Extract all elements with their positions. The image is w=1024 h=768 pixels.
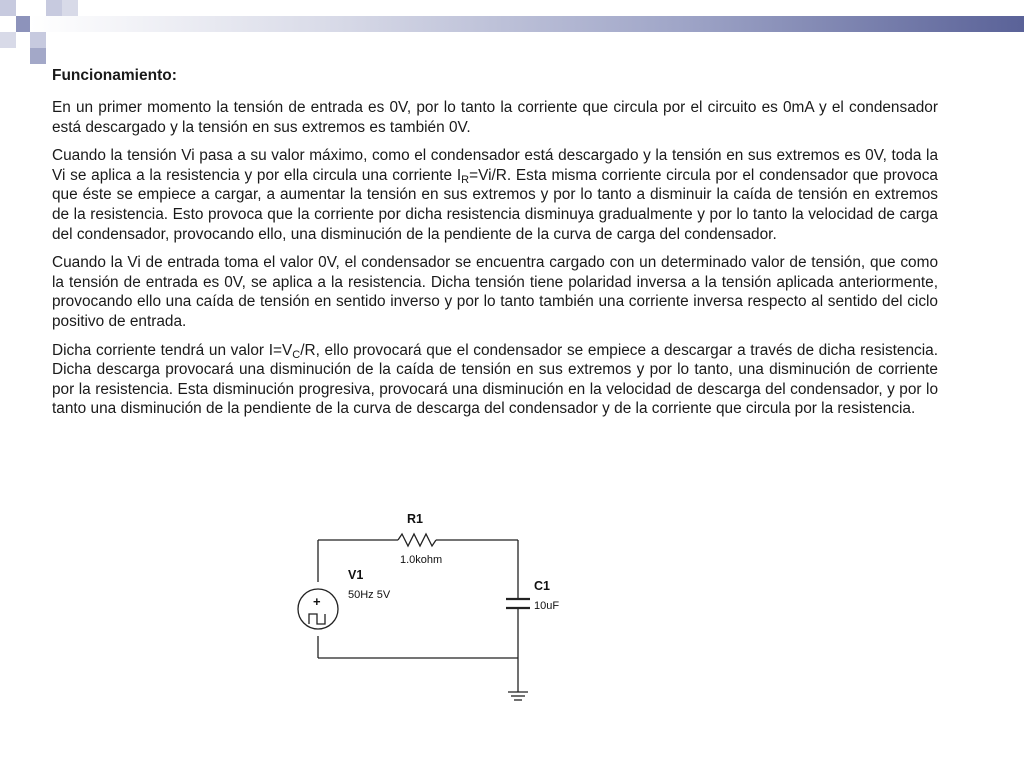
paragraph-2-text-b: =Vi/R. Esta misma corriente circula por el condensador que provoca que éste se empiece a cargar, a aumentar la tensión en sus extremos y por lo tanto a disminuir la caída de tensión en extremos de la resistencia. Esto provoca que la corriente por dicha resistencia disminuya gradualmente y por lo tanto la velocidad de carga del condensador, provocando ello, una disminución de la pendiente de la curva de carga del condensador. [52,166,938,243]
subscript-r: R [461,173,470,186]
c1-label: C1 [534,579,550,593]
deco-square [0,0,16,16]
r1-value: 1.0kohm [400,554,443,566]
paragraph-3: Cuando la Vi de entrada toma el valor 0V, el condensador se encuentra cargado con un determinado valor de tensión, que como la tensión de entrada es 0V, se aplica a la resistencia. Dicha tensión tiene polaridad inversa a la tensión aplicada anteriormente, provocando ello una caída de tensión en sentido inverso y por lo tanto también una corriente inversa respecto al sentido del ciclo positivo de entrada. [52,254,938,330]
r1-label: R1 [407,512,423,526]
paragraph-4-text-b: /R, ello provocará que el condensador se empiece a descargar a través de dicha resistencia. Dicha descarga provocará una disminución de la caída de tensión en sus extremos y por lo tanto, una disminución de corriente por la resistencia. Esta disminución progresiva, provocará una disminución en la velocidad de descarga del condensador, y por lo tanto una disminución de la pendiente de la curva de descarga del condensador y de la corriente que circula por la resistencia. [52,341,938,418]
c1-value: 10uF [534,600,560,612]
deco-square [62,0,78,16]
deco-square [30,48,46,64]
deco-square [0,32,16,48]
slide-content [52,66,938,428]
paragraph-4-text-a: Dicha corriente tendrá un valor I=V [52,341,293,359]
v1-value: 50Hz 5V [348,589,391,601]
source-plus-sign: + [313,594,321,609]
deco-gradient-bar [30,16,1024,32]
deco-square [30,32,46,48]
slide-header-decoration [0,0,1024,64]
resistor-r1-symbol [398,534,436,546]
page-title: Funcionamiento: [52,67,177,84]
paragraph-2-text-a: Cuando la tensión Vi pasa a su valor máximo, como el condensador está descargado y la tensión en sus extremos es 0V, toda la Vi se aplica a la resistencia y por ella circula una corriente I [52,147,938,184]
rc-circuit-diagram [290,500,590,710]
square-wave-icon [309,614,325,624]
paragraph-2 [52,146,938,244]
v1-label: V1 [348,568,364,582]
paragraph-1: En un primer momento la tensión de entrada es 0V, por lo tanto la corriente que circula por el circuito es 0mA y el condensador está descargado y la tensión en sus extremos es también 0V. [52,99,938,136]
paragraph-4 [52,341,938,419]
deco-square [46,0,62,16]
subscript-c: C [292,348,301,361]
